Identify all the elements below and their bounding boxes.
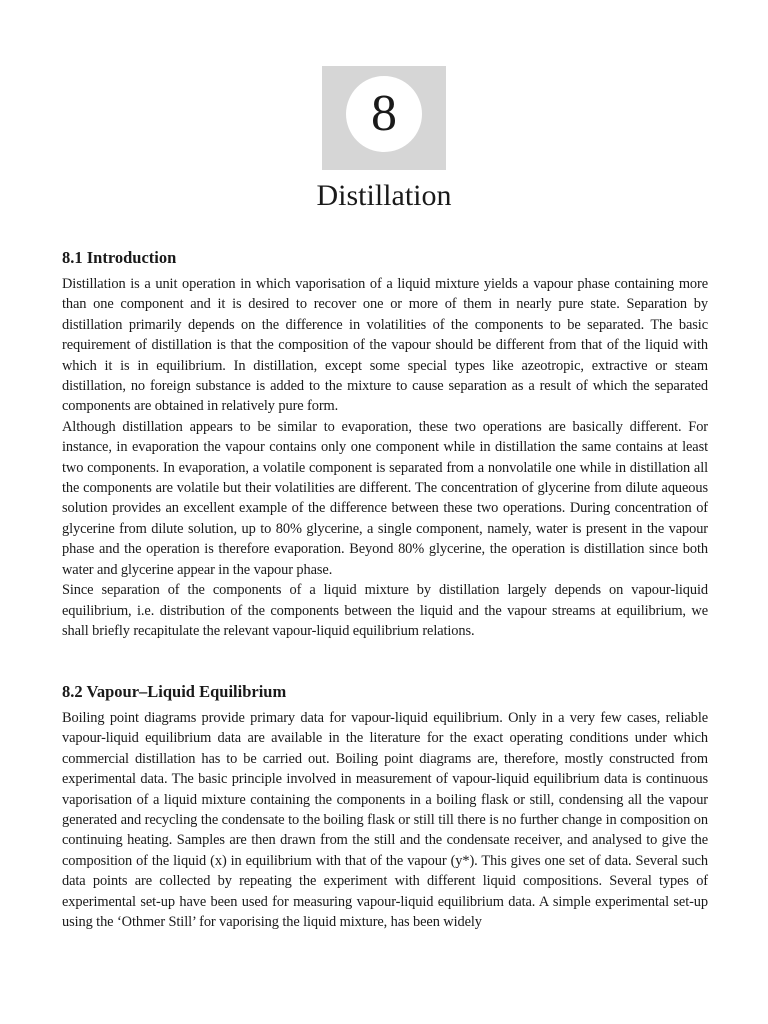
paragraph: Since separation of the components of a liquid mixture by distillation largely depends on vapour-liquid equilibrium, i.e. distribution of the components between the liquid and the vapour streams at equilibrium, we shall briefly recapitulate the relevant vapour-liquid equilibrium relations. <box>62 582 708 639</box>
chapter-title: Distillation <box>316 179 452 212</box>
chapter-number-box <box>322 66 446 170</box>
section-vle <box>62 682 708 932</box>
chapter-number: 8 <box>346 76 422 152</box>
section-heading: 8.1 Introduction <box>62 248 177 267</box>
section-introduction <box>62 248 708 641</box>
paragraph: Distillation is a unit operation in which vaporisation of a liquid mixture yields a vapour phase containing more than one component and it is desired to recover one or more of them in nearly pure state. Separation by distillation primarily depends on the difference in volatilities of the components to be separated. The basic requirement of distillation is that the composition of the vapour should be different from that of the liquid with which it is in equilibrium. In distillation, except some special types like azeotropic, extractive or steam distillation, no foreign substance is added to the mixture to cause separation as a result of which the separated components are obtained in relatively pure form. <box>62 276 708 415</box>
paragraph: Boiling point diagrams provide primary data for vapour-liquid equilibrium. Only in a very few cases, reliable vapour-liquid equilibrium data are available in the literature for the exact operating conditions under which commercial distillation has to be carried out. Boiling point diagrams are, therefore, mostly constructed from experimental data. The basic principle involved in measurement of vapour-liquid equilibrium data is continuous vaporisation of a liquid mixture containing the components in a boiling flask or still, condensing all the vapour generated and recycling the condensate to the boiling flask or still till there is no further change in composition on continuing heating. Samples are then drawn from the still and the condensate receiver, and analysed to give the composition of the liquid (x) in equilibrium with that of the vapour (y*). This gives one set of data. Several such data points are collected by repeating the experiment with different liquid compositions. Several types of experimental set-up have been used for measuring vapour-liquid equilibrium data. A simple experimental set-up using the ‘Othmer Still’ for vaporising the liquid mixture, has been widely <box>62 710 708 931</box>
section-heading: 8.2 Vapour–Liquid Equilibrium <box>62 682 287 701</box>
paragraph: Although distillation appears to be similar to evaporation, these two operations are basically different. For instance, in evaporation the vapour contains only one component while in distillation the same contains at least two components. In evaporation, a volatile component is separated from a nonvolatile one while in distillation all the components are volatile but their volatilities are different. The concentration of glycerine from dilute aqueous solution provides an excellent example of the difference between these two operations. During concentration of glycerine from dilute solution, up to 80% glycerine, a single component, namely, water is present in the vapour phase and the operation is therefore evaporation. Beyond 80% glycerine, the operation is distillation since both water and glycerine appear in the vapour phase. <box>62 418 708 578</box>
